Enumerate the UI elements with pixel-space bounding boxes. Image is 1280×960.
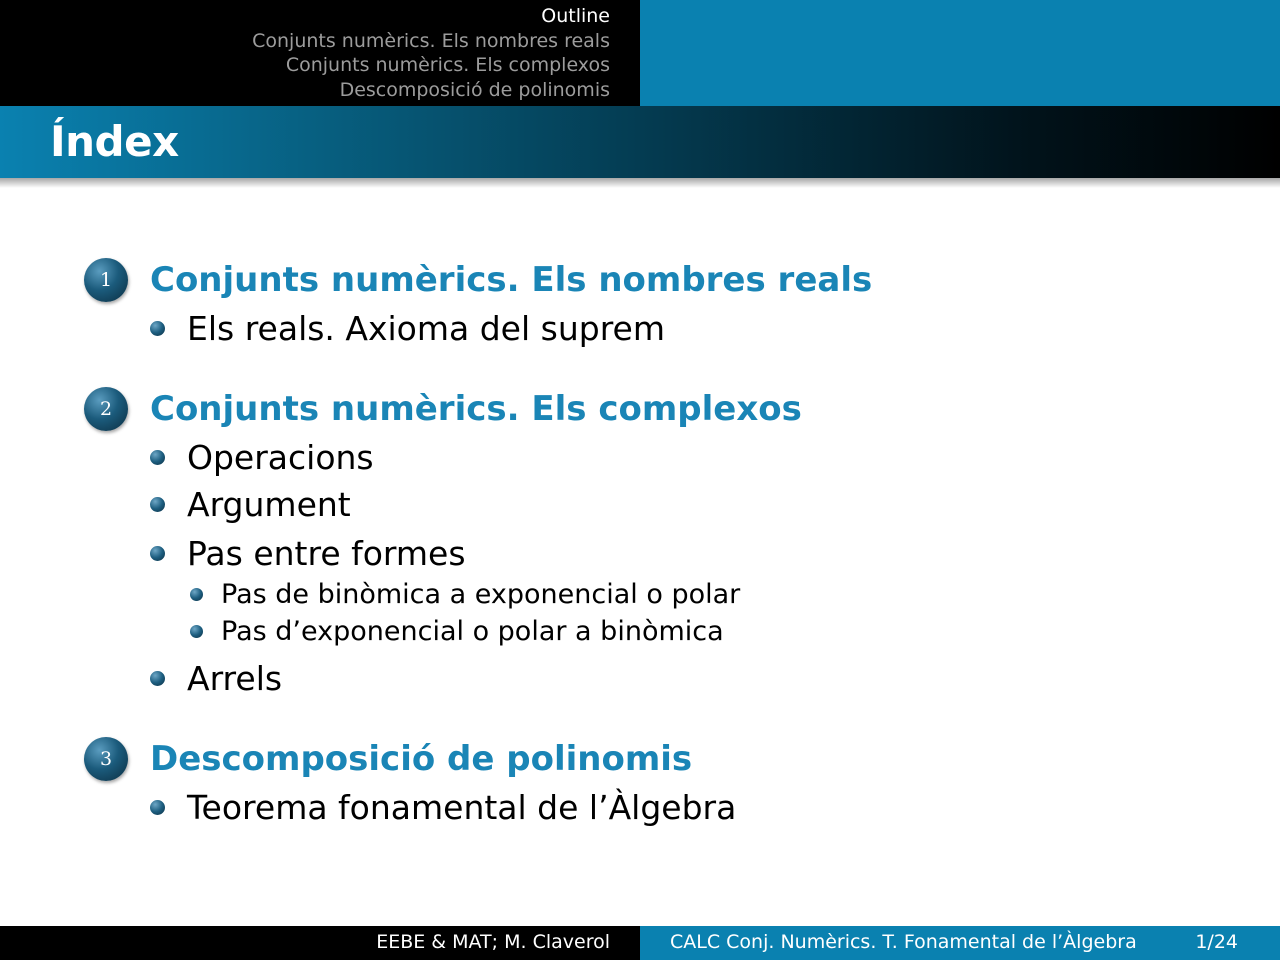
section-number-ball: 1 bbox=[84, 258, 128, 302]
subsection-label[interactable]: Pas entre formes bbox=[187, 533, 466, 573]
toc-subsection[interactable] bbox=[150, 531, 466, 575]
section-number-ball: 2 bbox=[84, 387, 128, 431]
nav-section-reals[interactable]: Conjunts numèrics. Els nombres reals bbox=[252, 29, 610, 52]
footer-right-panel bbox=[640, 926, 1280, 960]
frame-title: Índex bbox=[50, 117, 179, 166]
nav-outline[interactable]: Outline bbox=[541, 5, 610, 27]
footer-title: CALC Conj. Numèrics. T. Fonamental de l’Àlgebra bbox=[670, 931, 1137, 953]
bullet-icon bbox=[150, 321, 165, 336]
bullet-icon bbox=[150, 671, 165, 686]
toc-subsection[interactable] bbox=[150, 306, 665, 350]
nav-section-polinomis[interactable]: Descomposició de polinomis bbox=[339, 78, 610, 101]
section-title[interactable]: Conjunts numèrics. Els nombres reals bbox=[150, 260, 873, 300]
subsubsection-label[interactable]: Pas d’exponencial o polar a binòmica bbox=[221, 615, 724, 647]
footer bbox=[0, 926, 1280, 960]
toc-section-1[interactable] bbox=[84, 258, 872, 302]
footer-page-number: 1/24 bbox=[1195, 931, 1238, 953]
subsection-label[interactable]: Teorema fonamental de l’Àlgebra bbox=[187, 787, 737, 827]
toc-subsubsection[interactable] bbox=[190, 576, 740, 612]
section-title[interactable]: Conjunts numèrics. Els complexos bbox=[150, 389, 802, 429]
subsection-label[interactable]: Els reals. Axioma del suprem bbox=[187, 308, 665, 348]
section-title[interactable]: Descomposició de polinomis bbox=[150, 739, 693, 779]
subsection-label[interactable]: Argument bbox=[187, 484, 351, 524]
nav-section-complexos[interactable]: Conjunts numèrics. Els complexos bbox=[285, 54, 610, 76]
footer-author: EEBE & MAT; M. Claverol bbox=[376, 931, 610, 953]
subsection-label[interactable]: Arrels bbox=[187, 658, 283, 698]
toc-section-2[interactable] bbox=[84, 387, 802, 431]
subsection-label[interactable]: Operacions bbox=[187, 437, 374, 477]
toc-subsection[interactable] bbox=[150, 785, 736, 829]
footer-left-panel bbox=[0, 926, 640, 960]
subsubsection-label[interactable]: Pas de binòmica a exponencial o polar bbox=[221, 578, 741, 610]
bullet-icon bbox=[150, 546, 165, 561]
bullet-icon bbox=[150, 497, 165, 512]
toc-subsection[interactable] bbox=[150, 482, 351, 526]
toc-subsection[interactable] bbox=[150, 435, 374, 479]
bullet-icon bbox=[190, 625, 203, 638]
toc-subsubsection[interactable] bbox=[190, 613, 724, 649]
section-number-ball: 3 bbox=[84, 737, 128, 781]
bullet-icon bbox=[150, 800, 165, 815]
toc-section-3[interactable] bbox=[84, 737, 692, 781]
bullet-icon bbox=[150, 450, 165, 465]
toc-subsection[interactable] bbox=[150, 656, 282, 700]
bullet-icon bbox=[190, 588, 203, 601]
